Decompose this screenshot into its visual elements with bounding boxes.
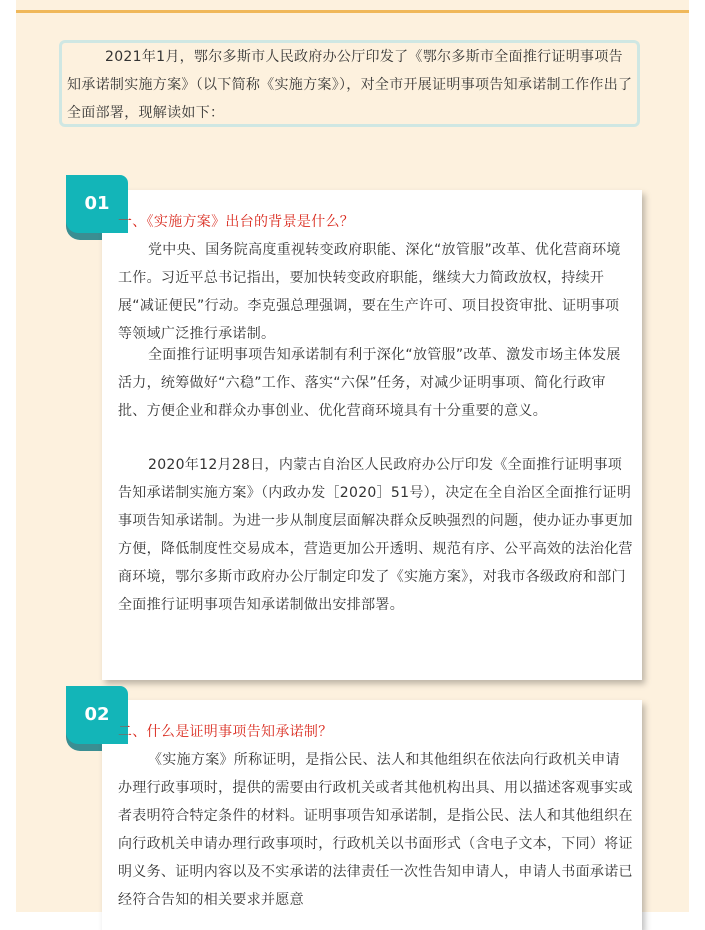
section-01-paragraph-1: 党中央、国务院高度重视转变政府职能、深化“放管服”改革、优化营商环境工作。习近平总书记指出，要加快转变政府职能，继续大力简政放权，持续开展“减证便民”行动。李克强总理强调，要在生产许可、项目投资审批、证明事项等领域广泛推行承诺制。	[118, 242, 621, 342]
intro-paragraph: 2021年1月，鄂尔多斯市人民政府办公厅印发了《鄂尔多斯市全面推行证明事项告知承诺制实施方案》（以下简称《实施方案》），对全市开展证明事项告知承诺制工作作出了全面部署，现解读如下：	[67, 49, 633, 121]
section-title-01: 一、《实施方案》出台的背景是什么？	[118, 214, 355, 230]
section-title-02: 二、什么是证明事项告知承诺制？	[118, 724, 333, 740]
top-divider	[16, 10, 689, 13]
section-badge-01: 01	[66, 175, 128, 233]
section-02-paragraph-1: 《实施方案》所称证明，是指公民、法人和其他组织在依法向行政机关申请办理行政事项时，提供的需要由行政机关或者其他机构出具、用以描述客观事实或者表明符合特定条件的材料。证明事项告知承诺制，是指公民、法人和其他组织在向行政机关申请办理行政事项时，行政机关以书面形式（含电子文本，下同）将证明义务、证明内容以及不实承诺的法律责任一次性告知申请人，申请人书面承诺已经符合告知的相关要求并愿意	[118, 752, 633, 908]
section-01-paragraph-3: 2020年12月28日，内蒙古自治区人民政府办公厅印发《全面推行证明事项告知承诺制实施方案》（内政办发［2020］51号），决定在全自治区全面推行证明事项告知承诺制。为进一步从制度层面解决群众反映强烈的问题，使办证办事更加方便，降低制度性交易成本，营造更加公开透明、规范有序、公平高效的法治化营商环境，鄂尔多斯市政府办公厅制定印发了《实施方案》，对我市各级政府和部门全面推行证明事项告知承诺制做出安排部署。	[118, 457, 633, 613]
section-badge-02: 02	[66, 686, 128, 744]
section-01-paragraph-2: 全面推行证明事项告知承诺制有利于深化“放管服”改革、激发市场主体发展活力，统筹做好“六稳”工作、落实“六保”任务，对减少证明事项、简化行政审批、方便企业和群众办事创业、优化营商环境具有十分重要的意义。	[118, 347, 621, 419]
